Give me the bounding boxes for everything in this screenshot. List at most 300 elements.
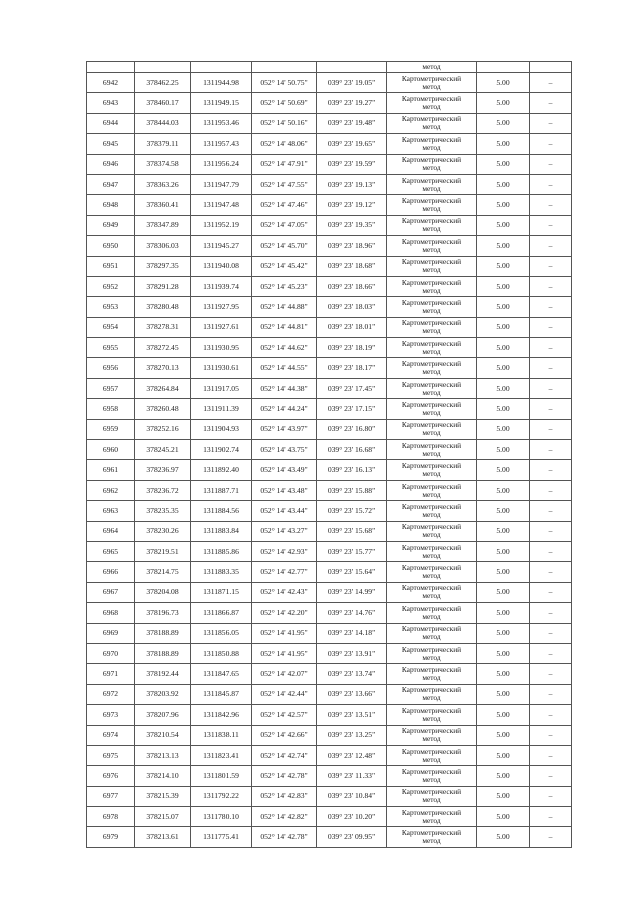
y-coordinate-cell: 1311947.79	[191, 174, 252, 194]
table-row	[87, 236, 572, 256]
note-cell: –	[530, 541, 572, 561]
x-coordinate-cell: 378214.10	[135, 766, 191, 786]
y-coordinate-cell: 1311902.74	[191, 440, 252, 460]
latitude-cell: 052° 14' 45.42"	[252, 256, 317, 276]
table-row	[87, 440, 572, 460]
longitude-cell: 039° 23' 10.84"	[317, 786, 387, 806]
method-cell	[387, 807, 477, 827]
x-coordinate-cell: 378196.73	[135, 603, 191, 623]
point-number-cell: 6956	[87, 358, 135, 378]
table-cell	[135, 62, 191, 73]
latitude-cell: 052° 14' 42.44"	[252, 684, 317, 704]
method-line-2: метод	[422, 285, 441, 295]
table-row	[87, 174, 572, 194]
method-cell	[387, 501, 477, 521]
longitude-cell: 039° 23' 16.68"	[317, 440, 387, 460]
method-line-2: метод	[422, 244, 441, 254]
longitude-cell: 039° 23' 17.45"	[317, 378, 387, 398]
method-line-2: метод	[422, 224, 441, 234]
longitude-cell: 039° 23' 18.66"	[317, 276, 387, 296]
y-coordinate-cell: 1311940.08	[191, 256, 252, 276]
point-number-cell: 6976	[87, 766, 135, 786]
y-coordinate-cell: 1311917.05	[191, 378, 252, 398]
x-coordinate-cell: 378260.48	[135, 399, 191, 419]
x-coordinate-cell: 378278.31	[135, 317, 191, 337]
table-row	[87, 725, 572, 745]
note-cell: –	[530, 236, 572, 256]
latitude-cell: 052° 14' 41.95"	[252, 623, 317, 643]
accuracy-cell: 5.00	[477, 154, 530, 174]
method-line-2: метод	[422, 81, 441, 91]
x-coordinate-cell: 378374.58	[135, 154, 191, 174]
x-coordinate-cell: 378235.35	[135, 501, 191, 521]
method-line-2: метод	[422, 122, 441, 132]
method-line-2: метод	[422, 693, 441, 703]
point-number-cell: 6949	[87, 215, 135, 235]
table-row	[87, 623, 572, 643]
y-coordinate-cell: 1311884.56	[191, 501, 252, 521]
latitude-cell: 052° 14' 47.91"	[252, 154, 317, 174]
point-number-cell: 6972	[87, 684, 135, 704]
longitude-cell: 039° 23' 19.27"	[317, 93, 387, 113]
latitude-cell: 052° 14' 44.55"	[252, 358, 317, 378]
table-row	[87, 154, 572, 174]
table-row	[87, 643, 572, 663]
y-coordinate-cell: 1311957.43	[191, 134, 252, 154]
method-cell	[387, 93, 477, 113]
longitude-cell: 039° 23' 10.20"	[317, 807, 387, 827]
y-coordinate-cell: 1311792.22	[191, 786, 252, 806]
x-coordinate-cell: 378230.26	[135, 521, 191, 541]
point-number-cell: 6962	[87, 480, 135, 500]
latitude-cell: 052° 14' 42.20"	[252, 603, 317, 623]
point-number-cell: 6969	[87, 623, 135, 643]
accuracy-cell: 5.00	[477, 440, 530, 460]
method-cell	[387, 174, 477, 194]
longitude-cell: 039° 23' 18.68"	[317, 256, 387, 276]
latitude-cell: 052° 14' 50.69"	[252, 93, 317, 113]
x-coordinate-cell: 378252.16	[135, 419, 191, 439]
accuracy-cell: 5.00	[477, 113, 530, 133]
table-row	[87, 745, 572, 765]
method-cell	[387, 317, 477, 337]
y-coordinate-cell: 1311927.95	[191, 297, 252, 317]
latitude-cell: 052° 14' 42.83"	[252, 786, 317, 806]
method-line-1: Картометрический	[401, 583, 462, 593]
table-row	[87, 460, 572, 480]
longitude-cell: 039° 23' 13.91"	[317, 643, 387, 663]
note-cell: –	[530, 460, 572, 480]
method-line-1: Картометрический	[401, 766, 462, 776]
x-coordinate-cell: 378215.07	[135, 807, 191, 827]
longitude-cell: 039° 23' 13.51"	[317, 705, 387, 725]
table-row	[87, 501, 572, 521]
point-number-cell: 6971	[87, 664, 135, 684]
method-cell	[387, 419, 477, 439]
y-coordinate-cell: 1311847.65	[191, 664, 252, 684]
point-number-cell: 6977	[87, 786, 135, 806]
method-line-1: Картометрический	[401, 807, 462, 817]
method-line-1: Картометрический	[401, 134, 462, 144]
x-coordinate-cell: 378270.13	[135, 358, 191, 378]
method-line-2: метод	[422, 774, 441, 784]
method-line-2: метод	[422, 428, 441, 438]
table-row	[87, 399, 572, 419]
longitude-cell: 039° 23' 18.01"	[317, 317, 387, 337]
y-coordinate-cell: 1311949.15	[191, 93, 252, 113]
note-cell: –	[530, 215, 572, 235]
x-coordinate-cell: 378272.45	[135, 338, 191, 358]
latitude-cell: 052° 14' 41.95"	[252, 643, 317, 663]
longitude-cell: 039° 23' 19.05"	[317, 73, 387, 93]
y-coordinate-cell: 1311838.11	[191, 725, 252, 745]
point-number-cell: 6960	[87, 440, 135, 460]
method-line-2: метод	[422, 163, 441, 173]
accuracy-cell: 5.00	[477, 317, 530, 337]
accuracy-cell: 5.00	[477, 786, 530, 806]
method-line-1: Картометрический	[401, 338, 462, 348]
table-row	[87, 541, 572, 561]
method-line-1: Картометрический	[401, 685, 462, 695]
method-line-1: Картометрический	[401, 726, 462, 736]
latitude-cell: 052° 14' 43.75"	[252, 440, 317, 460]
method-cell	[387, 215, 477, 235]
method-cell	[387, 582, 477, 602]
x-coordinate-cell: 378363.26	[135, 174, 191, 194]
table-row	[87, 338, 572, 358]
longitude-cell: 039° 23' 16.80"	[317, 419, 387, 439]
method-line-1: Картометрический	[401, 828, 462, 838]
table-row	[87, 195, 572, 215]
longitude-cell: 039° 23' 19.35"	[317, 215, 387, 235]
longitude-cell: 039° 23' 19.59"	[317, 154, 387, 174]
x-coordinate-cell: 378236.97	[135, 460, 191, 480]
method-line-2: метод	[422, 326, 441, 336]
accuracy-cell: 5.00	[477, 399, 530, 419]
method-cell	[387, 827, 477, 847]
method-cell	[387, 521, 477, 541]
y-coordinate-cell: 1311945.27	[191, 236, 252, 256]
accuracy-cell: 5.00	[477, 480, 530, 500]
method-line-1: Картометрический	[401, 216, 462, 226]
longitude-cell: 039° 23' 09.95"	[317, 827, 387, 847]
y-coordinate-cell: 1311911.39	[191, 399, 252, 419]
table-row	[87, 684, 572, 704]
note-cell: –	[530, 745, 572, 765]
latitude-cell: 052° 14' 42.74"	[252, 745, 317, 765]
note-cell: –	[530, 786, 572, 806]
y-coordinate-cell: 1311885.86	[191, 541, 252, 561]
method-cell	[387, 236, 477, 256]
longitude-cell: 039° 23' 16.13"	[317, 460, 387, 480]
y-coordinate-cell: 1311845.87	[191, 684, 252, 704]
x-coordinate-cell: 378444.03	[135, 113, 191, 133]
table-row	[87, 786, 572, 806]
x-coordinate-cell: 378213.13	[135, 745, 191, 765]
note-cell: –	[530, 521, 572, 541]
accuracy-cell: 5.00	[477, 623, 530, 643]
point-number-cell: 6943	[87, 93, 135, 113]
table-cell	[530, 62, 572, 73]
method-cell	[387, 480, 477, 500]
accuracy-cell: 5.00	[477, 236, 530, 256]
note-cell: –	[530, 664, 572, 684]
y-coordinate-cell: 1311939.74	[191, 276, 252, 296]
table-row	[87, 73, 572, 93]
method-line-1: Картометрический	[401, 603, 462, 613]
latitude-cell: 052° 14' 47.05"	[252, 215, 317, 235]
note-cell: –	[530, 338, 572, 358]
longitude-cell: 039° 23' 18.19"	[317, 338, 387, 358]
method-line-2: метод	[422, 632, 441, 642]
x-coordinate-cell: 378297.35	[135, 256, 191, 276]
y-coordinate-cell: 1311952.19	[191, 215, 252, 235]
longitude-cell: 039° 23' 15.64"	[317, 562, 387, 582]
method-line-1: Картометрический	[401, 277, 462, 287]
latitude-cell: 052° 14' 50.75"	[252, 73, 317, 93]
method-line-1: Картометрический	[401, 114, 462, 124]
table-row	[87, 134, 572, 154]
method-line-1: Картометрический	[401, 705, 462, 715]
accuracy-cell: 5.00	[477, 276, 530, 296]
method-cell	[387, 154, 477, 174]
latitude-cell: 052° 14' 43.49"	[252, 460, 317, 480]
table-row	[87, 664, 572, 684]
y-coordinate-cell: 1311930.95	[191, 338, 252, 358]
method-cell	[387, 684, 477, 704]
y-coordinate-cell: 1311956.24	[191, 154, 252, 174]
table-row	[87, 113, 572, 133]
table-row	[87, 603, 572, 623]
longitude-cell: 039° 23' 15.88"	[317, 480, 387, 500]
note-cell: –	[530, 399, 572, 419]
note-cell: –	[530, 317, 572, 337]
accuracy-cell: 5.00	[477, 541, 530, 561]
method-line-1: Картометрический	[401, 522, 462, 532]
method-line-1: Картометрический	[401, 257, 462, 267]
longitude-cell: 039° 23' 15.68"	[317, 521, 387, 541]
table-cell	[87, 62, 135, 73]
method-cell	[387, 562, 477, 582]
x-coordinate-cell: 378379.11	[135, 134, 191, 154]
point-number-cell: 6942	[87, 73, 135, 93]
accuracy-cell: 5.00	[477, 684, 530, 704]
table-row	[87, 276, 572, 296]
x-coordinate-cell: 378215.39	[135, 786, 191, 806]
note-cell: –	[530, 582, 572, 602]
x-coordinate-cell: 378280.48	[135, 297, 191, 317]
y-coordinate-cell: 1311871.15	[191, 582, 252, 602]
accuracy-cell: 5.00	[477, 93, 530, 113]
point-number-cell: 6963	[87, 501, 135, 521]
y-coordinate-cell: 1311927.61	[191, 317, 252, 337]
y-coordinate-cell: 1311883.84	[191, 521, 252, 541]
accuracy-cell: 5.00	[477, 73, 530, 93]
method-line-1: Картометрический	[401, 746, 462, 756]
y-coordinate-cell: 1311842.96	[191, 705, 252, 725]
note-cell: –	[530, 807, 572, 827]
accuracy-cell: 5.00	[477, 378, 530, 398]
method-cell	[387, 358, 477, 378]
x-coordinate-cell: 378460.17	[135, 93, 191, 113]
table-row	[87, 358, 572, 378]
x-coordinate-cell: 378203.92	[135, 684, 191, 704]
method-line-1: Картометрический	[401, 399, 462, 409]
point-number-cell: 6958	[87, 399, 135, 419]
note-cell: –	[530, 643, 572, 663]
table-row	[87, 705, 572, 725]
y-coordinate-cell: 1311887.71	[191, 480, 252, 500]
method-line-2: метод	[422, 489, 441, 499]
method-line-1: Картометрический	[401, 155, 462, 165]
note-cell: –	[530, 603, 572, 623]
latitude-cell: 052° 14' 43.27"	[252, 521, 317, 541]
accuracy-cell: 5.00	[477, 521, 530, 541]
note-cell: –	[530, 827, 572, 847]
accuracy-cell: 5.00	[477, 725, 530, 745]
accuracy-cell: 5.00	[477, 460, 530, 480]
note-cell: –	[530, 93, 572, 113]
y-coordinate-cell: 1311850.88	[191, 643, 252, 663]
method-line-1: Картометрический	[401, 420, 462, 430]
longitude-cell: 039° 23' 18.96"	[317, 236, 387, 256]
longitude-cell: 039° 23' 11.33"	[317, 766, 387, 786]
note-cell: –	[530, 358, 572, 378]
table-row	[87, 582, 572, 602]
method-cell	[387, 399, 477, 419]
y-coordinate-cell: 1311823.41	[191, 745, 252, 765]
method-line-2: метод	[422, 509, 441, 519]
y-coordinate-cell: 1311801.59	[191, 766, 252, 786]
method-line-2: метод	[422, 734, 441, 744]
table-row	[87, 807, 572, 827]
longitude-cell: 039° 23' 12.48"	[317, 745, 387, 765]
method-line-2: метод	[422, 836, 441, 846]
longitude-cell: 039° 23' 18.03"	[317, 297, 387, 317]
method-line-2: метод	[422, 795, 441, 805]
method-line-2: метод	[422, 183, 441, 193]
point-number-cell: 6957	[87, 378, 135, 398]
latitude-cell: 052° 14' 42.77"	[252, 562, 317, 582]
longitude-cell: 039° 23' 13.25"	[317, 725, 387, 745]
point-number-cell: 6950	[87, 236, 135, 256]
latitude-cell: 052° 14' 44.62"	[252, 338, 317, 358]
method-line-1: Картометрический	[401, 501, 462, 511]
table-cell	[191, 62, 252, 73]
point-number-cell: 6979	[87, 827, 135, 847]
method-line-1: Картометрический	[401, 94, 462, 104]
point-number-cell: 6964	[87, 521, 135, 541]
point-number-cell: 6947	[87, 174, 135, 194]
latitude-cell: 052° 14' 43.97"	[252, 419, 317, 439]
x-coordinate-cell: 378264.84	[135, 378, 191, 398]
longitude-cell: 039° 23' 14.18"	[317, 623, 387, 643]
accuracy-cell: 5.00	[477, 562, 530, 582]
note-cell: –	[530, 501, 572, 521]
method-line-1: Картометрический	[401, 563, 462, 573]
x-coordinate-cell: 378207.96	[135, 705, 191, 725]
method-line-2: метод	[422, 469, 441, 479]
coordinates-table	[86, 61, 572, 848]
table-row	[87, 93, 572, 113]
y-coordinate-cell: 1311883.35	[191, 562, 252, 582]
method-line-1: Картометрический	[401, 196, 462, 206]
table-row	[87, 766, 572, 786]
method-line-2: метод	[422, 550, 441, 560]
table-row	[87, 827, 572, 847]
method-line-2: метод	[422, 673, 441, 683]
y-coordinate-cell: 1311904.93	[191, 419, 252, 439]
note-cell: –	[530, 623, 572, 643]
point-number-cell: 6959	[87, 419, 135, 439]
x-coordinate-cell: 378210.54	[135, 725, 191, 745]
method-line-2: метод	[422, 367, 441, 377]
method-line-1: Картометрический	[401, 624, 462, 634]
latitude-cell: 052° 14' 44.88"	[252, 297, 317, 317]
method-line-1: Картометрический	[401, 236, 462, 246]
x-coordinate-cell: 378204.08	[135, 582, 191, 602]
x-coordinate-cell: 378188.89	[135, 643, 191, 663]
latitude-cell: 052° 14' 42.43"	[252, 582, 317, 602]
table-row	[87, 378, 572, 398]
method-cell	[387, 73, 477, 93]
point-number-cell: 6948	[87, 195, 135, 215]
latitude-cell: 052° 14' 45.70"	[252, 236, 317, 256]
method-cell	[387, 338, 477, 358]
note-cell: –	[530, 725, 572, 745]
point-number-cell: 6966	[87, 562, 135, 582]
point-number-cell: 6953	[87, 297, 135, 317]
method-line-2: метод	[422, 754, 441, 764]
method-line-2: метод	[422, 387, 441, 397]
y-coordinate-cell: 1311930.61	[191, 358, 252, 378]
x-coordinate-cell: 378214.75	[135, 562, 191, 582]
method-line-1: Картометрический	[401, 379, 462, 389]
method-line-2: метод	[422, 305, 441, 315]
note-cell: –	[530, 256, 572, 276]
longitude-cell: 039° 23' 19.65"	[317, 134, 387, 154]
longitude-cell: 039° 23' 13.74"	[317, 664, 387, 684]
point-number-cell: 6945	[87, 134, 135, 154]
x-coordinate-cell: 378462.25	[135, 73, 191, 93]
x-coordinate-cell: 378188.89	[135, 623, 191, 643]
longitude-cell: 039° 23' 14.76"	[317, 603, 387, 623]
table-row	[87, 419, 572, 439]
note-cell: –	[530, 297, 572, 317]
longitude-cell: 039° 23' 15.77"	[317, 541, 387, 561]
x-coordinate-cell: 378347.89	[135, 215, 191, 235]
point-number-cell: 6955	[87, 338, 135, 358]
note-cell: –	[530, 684, 572, 704]
method-line-1: Картометрический	[401, 461, 462, 471]
method-cell	[387, 256, 477, 276]
accuracy-cell: 5.00	[477, 134, 530, 154]
latitude-cell: 052° 14' 42.93"	[252, 541, 317, 561]
accuracy-cell: 5.00	[477, 807, 530, 827]
method-cell	[387, 725, 477, 745]
note-cell: –	[530, 134, 572, 154]
longitude-cell: 039° 23' 17.15"	[317, 399, 387, 419]
latitude-cell: 052° 14' 47.46"	[252, 195, 317, 215]
method-line-2: метод	[422, 815, 441, 825]
note-cell: –	[530, 705, 572, 725]
latitude-cell: 052° 14' 45.23"	[252, 276, 317, 296]
method-cell	[387, 786, 477, 806]
method-cell	[387, 603, 477, 623]
table-continuation-row	[87, 62, 572, 73]
point-number-cell: 6975	[87, 745, 135, 765]
method-cell	[387, 134, 477, 154]
